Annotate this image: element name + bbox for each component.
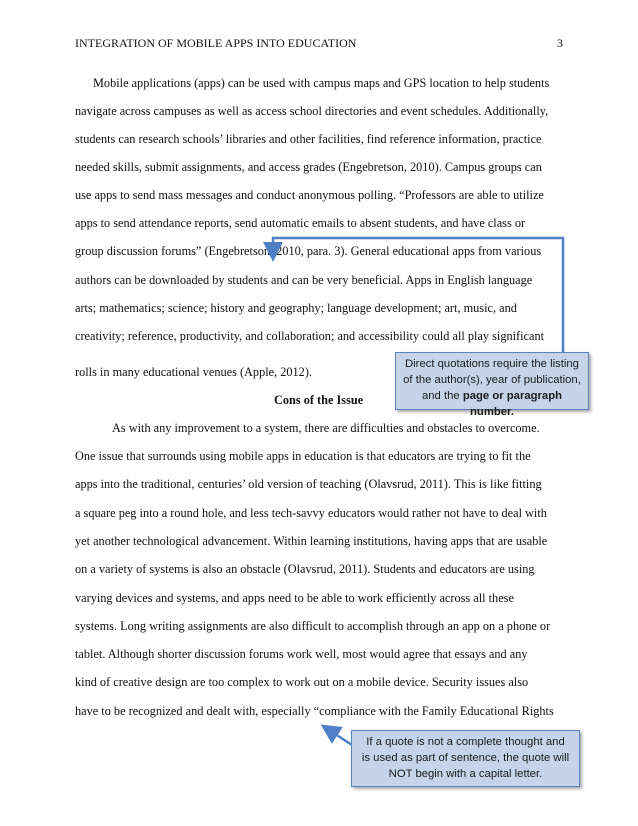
text-line: tablet. Although shorter discussion forums work well, most would agree that essays and any — [75, 647, 528, 661]
text-line: Mobile applications (apps) can be used with campus maps and GPS location to help students — [93, 76, 550, 90]
callout-quote-citation — [395, 352, 589, 418]
text-line: yet another technological advancement. Within learning institutions, having apps that are usable — [75, 534, 548, 548]
text-line: on a variety of systems is also an obstacle (Olavsrud, 2011). Students and educators are using — [75, 562, 535, 576]
text-line: arts; mathematics; science; history and geography; language development; art, music, and — [75, 301, 517, 315]
text-line: have to be recognized and dealt with, especially “compliance with the Family Educational Rights — [75, 704, 554, 718]
callout-line — [400, 388, 584, 420]
text-line: apps into the traditional, centuries’ old version of teaching (Olavsrud, 2011). This is like fitting — [75, 477, 542, 491]
page-number: 3 — [557, 36, 563, 50]
text-line: group discussion forums” (Engebretson, 2010, para. 3). General educational apps from various — [75, 244, 542, 258]
callout-text: and the — [421, 390, 463, 402]
callout-line: Direct quotations require the listing — [405, 358, 579, 370]
callout-emphasis: page or paragraph number. — [462, 390, 563, 418]
text-line: needed skills, submit assignments, and access grades (Engebretson, 2010). Campus groups can — [75, 160, 542, 174]
callout-line: is used as part of sentence, the quote will — [361, 752, 570, 764]
text-line: rolls in many educational venues (Apple, 2012). — [75, 365, 312, 379]
callout-quote-capital — [351, 730, 580, 787]
text-line: navigate across campuses as well as access school directories and event schedules. Additionally, — [75, 104, 549, 118]
callout-line: NOT begin with a capital letter. — [388, 768, 543, 780]
callout-line: If a quote is not a complete thought and — [366, 736, 565, 748]
text-line: As with any improvement to a system, there are difficulties and obstacles to overcome. — [112, 421, 540, 435]
text-line: apps to send attendance reports, send automatic emails to absent students, and have class or — [75, 216, 526, 230]
text-line: One issue that surrounds using mobile apps in education is that educators are trying to fit the — [75, 449, 531, 463]
text-line: varying devices and systems, and apps need to be able to work efficiently across all these — [75, 591, 514, 605]
text-line: authors can be downloaded by students and can be very beneficial. Apps in English language — [75, 273, 533, 287]
callout-line: of the author(s), year of publication, — [403, 374, 581, 386]
text-line: a square peg into a round hole, and less tech-savvy educators would rather not have to deal with — [75, 506, 547, 520]
section-heading: Cons of the Issue — [274, 393, 364, 407]
text-line: creativity; reference, productivity, and collaboration; and accessibility could all play significant — [75, 329, 545, 343]
arrow-to-para-citation — [273, 238, 563, 352]
text-line: kind of creative design are too complex to work out on a mobile device. Security issues also — [75, 675, 529, 689]
text-line: use apps to send mass messages and conduct anonymous polling. “Professors are able to utilize — [75, 188, 544, 202]
arrow-to-lowercase-quote — [329, 730, 352, 745]
text-line: students can research schools’ libraries and other facilities, find reference information, practice — [75, 132, 542, 146]
text-line: systems. Long writing assignments are also difficult to accomplish through an app on a phone or — [75, 619, 551, 633]
running-head: INTEGRATION OF MOBILE APPS INTO EDUCATION — [75, 36, 357, 50]
